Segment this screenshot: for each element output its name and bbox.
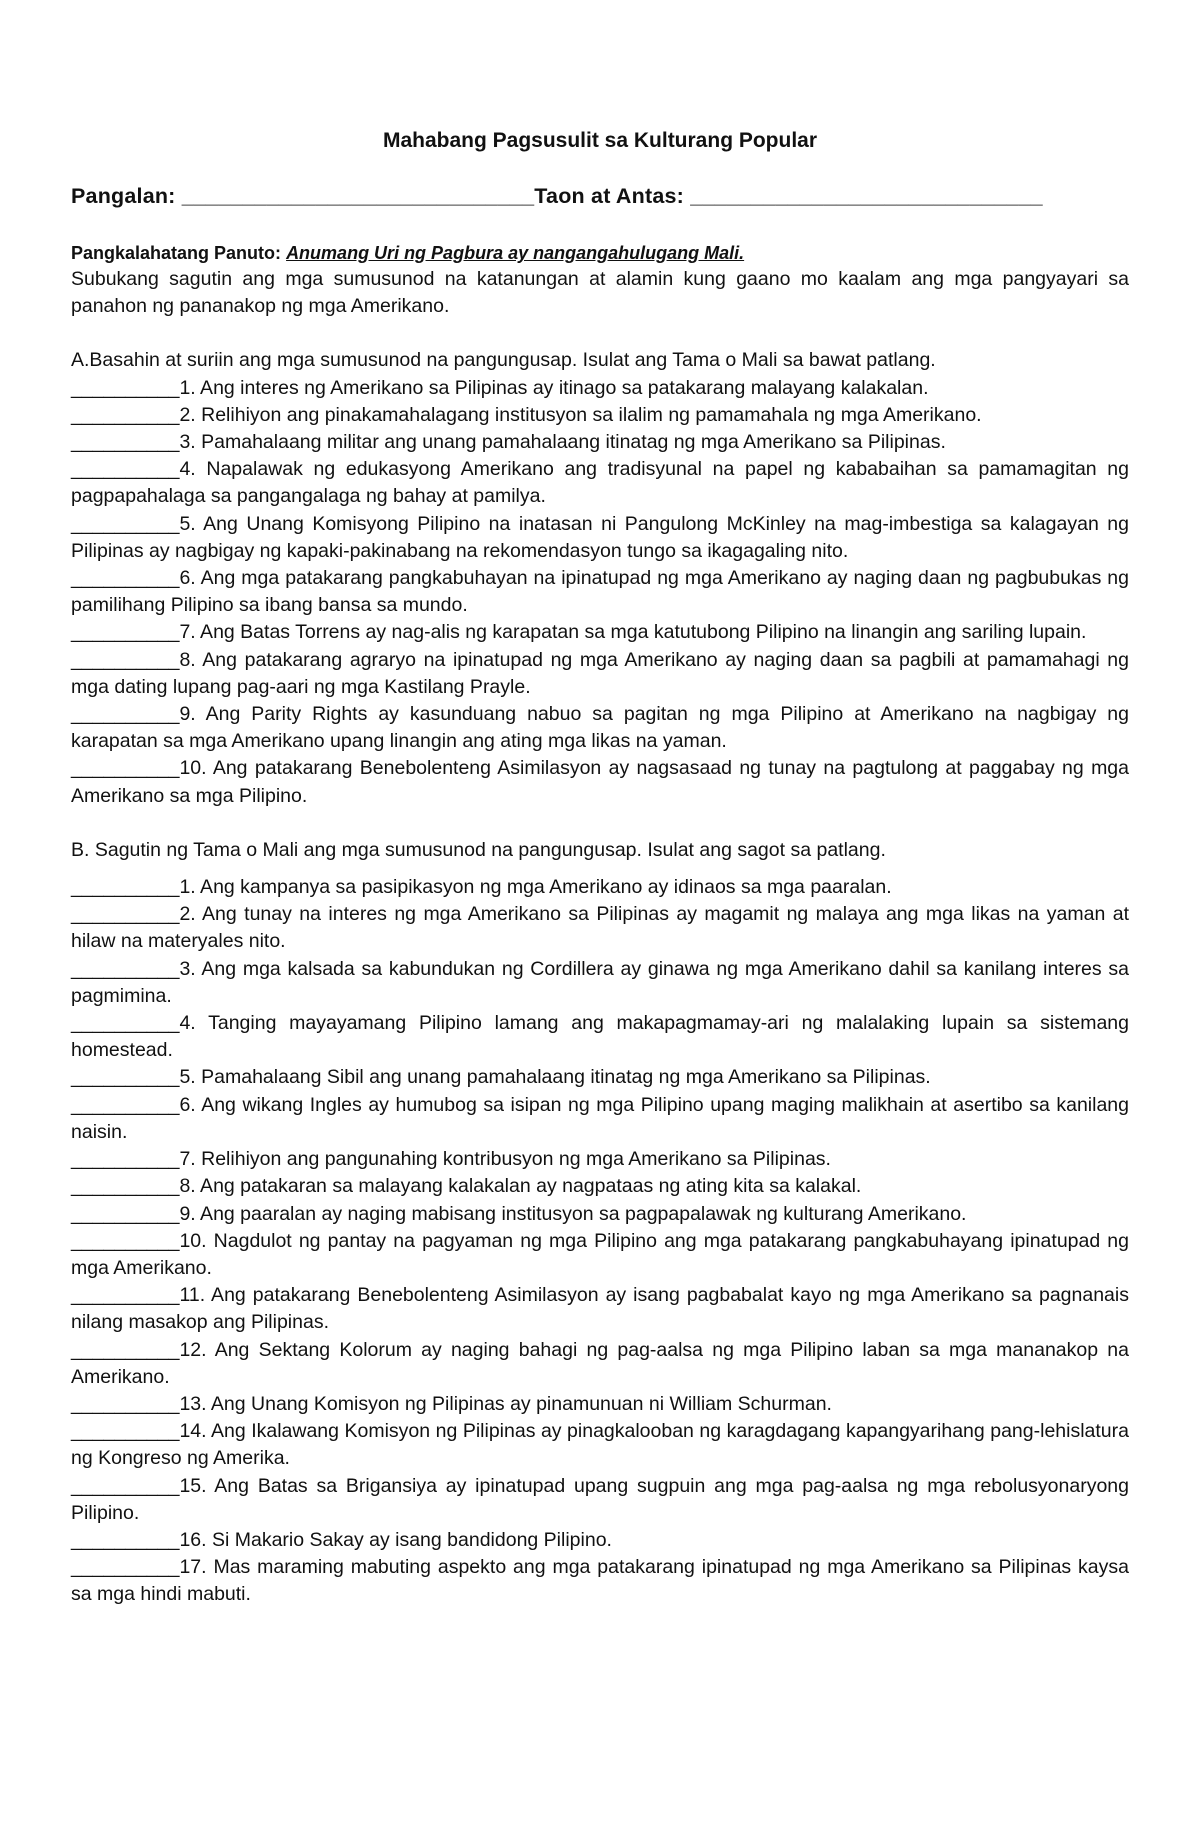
- answer-blank[interactable]: __________: [71, 376, 180, 399]
- question-item: [71, 429, 1129, 456]
- answer-blank[interactable]: __________: [71, 1474, 180, 1497]
- question-item: [71, 1282, 1129, 1336]
- answer-blank[interactable]: __________: [71, 1284, 180, 1307]
- answer-blank[interactable]: __________: [71, 512, 180, 535]
- answer-blank[interactable]: __________: [71, 876, 180, 899]
- question-text: 1. Ang kampanya sa pasipikasyon ng mga Amerikano ay idinaos sa mga paaralan.: [179, 876, 892, 899]
- year-blank[interactable]: _____________________________: [690, 184, 1043, 208]
- exam-page: [71, 128, 1129, 1609]
- question-text: 10. Nagdulot ng pantay na pagyaman ng mga Pilipino ang mga patakarang pangkabuhayang ipinatupad ng mga Amerikano.: [71, 1229, 1129, 1279]
- answer-blank[interactable]: __________: [71, 648, 180, 671]
- question-item: [71, 1173, 1129, 1200]
- answer-blank[interactable]: __________: [71, 621, 180, 644]
- question-item: [71, 1527, 1129, 1554]
- question-item: [71, 701, 1129, 755]
- question-text: 5. Pamahalaang Sibil ang unang pamahalaang itinatag ng mga Amerikano sa Pilipinas.: [179, 1066, 931, 1089]
- section-a-heading: A.Basahin at suriin ang mga sumusunod na pangungusap. Isulat ang Tama o Mali sa bawat patlang.: [71, 349, 936, 372]
- question-text: 16. Si Makario Sakay ay isang bandidong Pilipino.: [179, 1528, 612, 1551]
- answer-blank[interactable]: __________: [71, 1392, 180, 1415]
- question-item: [71, 1418, 1129, 1472]
- section-gap: [71, 864, 1129, 874]
- answer-blank[interactable]: __________: [71, 1528, 180, 1551]
- section-b-list: [71, 874, 1129, 1608]
- answer-blank[interactable]: __________: [71, 1338, 180, 1361]
- answer-blank[interactable]: __________: [71, 757, 180, 780]
- question-item: [71, 1064, 1129, 1091]
- answer-blank[interactable]: __________: [71, 1148, 180, 1171]
- question-item: [71, 1473, 1129, 1527]
- answer-blank[interactable]: __________: [71, 1229, 180, 1252]
- instructions-note: Anumang Uri ng Pagbura ay nangangahulugang Mali.: [286, 243, 745, 263]
- answer-blank[interactable]: __________: [71, 1175, 180, 1198]
- question-text: 15. Ang Batas sa Brigansiya ay ipinatupad upang sugpuin ang mga pag-aalsa ng mga rebolusyonaryong Pilipino.: [71, 1474, 1129, 1524]
- question-item: [71, 1554, 1129, 1608]
- question-text: 9. Ang paaralan ay naging mabisang institusyon sa pagpapalawak ng kulturang Amerikano.: [179, 1202, 967, 1225]
- answer-blank[interactable]: __________: [71, 567, 180, 590]
- answer-blank[interactable]: __________: [71, 458, 180, 481]
- question-text: 6. Ang wikang Ingles ay humubog sa isipan ng mga Pilipino upang maging malikhain at asertibo sa kanilang naisin.: [71, 1093, 1129, 1143]
- question-text: 7. Relihiyon ang pangunahing kontribusyon ng mga Amerikano sa Pilipinas.: [179, 1148, 831, 1171]
- question-text: 3. Pamahalaang militar ang unang pamahalaang itinatag ng mga Amerikano sa Pilipinas.: [179, 431, 946, 454]
- question-text: 4. Napalawak ng edukasyong Amerikano ang tradisyunal na papel ng kababaihan sa pamamagitan ng pagpapahalaga sa pangangalaga ng bahay at pamilya.: [71, 458, 1129, 508]
- section-a-list: [71, 375, 1129, 810]
- question-text: 2. Relihiyon ang pinakamahalagang institusyon sa ilalim ng pamamahala ng mga Amerikano.: [179, 403, 982, 426]
- question-text: 1. Ang interes ng Amerikano sa Pilipinas ay itinago sa patakarang malayang kalakalan.: [179, 376, 929, 399]
- question-item: [71, 755, 1129, 809]
- question-item: [71, 565, 1129, 619]
- question-text: 11. Ang patakarang Benebolenteng Asimilasyon ay isang pagbabalat kayo ng mga Amerikano sa pagnanais nilang masakop ang Pilipinas.: [71, 1284, 1129, 1334]
- question-text: 8. Ang patakarang agraryo na ipinatupad ng mga Amerikano ay naging daan sa pagbili at pamamahagi ng mga dating lupang pag-aari ng mga Kastilang Prayle.: [71, 648, 1129, 698]
- question-text: 10. Ang patakarang Benebolenteng Asimilasyon ay nagsasaad ng tunay na pagtulong at paggabay ng mga Amerikano sa mga Pilipino.: [71, 757, 1129, 807]
- question-item: [71, 456, 1129, 510]
- name-blank[interactable]: _____________________________: [181, 184, 535, 208]
- question-text: 13. Ang Unang Komisyon ng Pilipinas ay pinamunuan ni William Schurman.: [179, 1392, 832, 1415]
- question-item: [71, 1201, 1129, 1228]
- question-item: [71, 1337, 1129, 1391]
- question-item: [71, 1228, 1129, 1282]
- answer-blank[interactable]: __________: [71, 1012, 180, 1035]
- question-item: [71, 1391, 1129, 1418]
- section-b-heading: B. Sagutin ng Tama o Mali ang mga sumusunod na pangungusap. Isulat ang sagot sa patlang.: [71, 838, 886, 861]
- question-item: [71, 1092, 1129, 1146]
- instructions-label: Pangkalahatang Panuto:: [71, 243, 282, 263]
- student-info-fields: [71, 182, 1129, 210]
- answer-blank[interactable]: __________: [71, 1093, 180, 1116]
- question-item: [71, 619, 1129, 646]
- question-item: [71, 647, 1129, 701]
- answer-blank[interactable]: __________: [71, 1202, 180, 1225]
- answer-blank[interactable]: __________: [71, 1556, 180, 1579]
- question-item: [71, 874, 1129, 901]
- question-text: 4. Tanging mayayamang Pilipino lamang ang makapagmamay-ari ng malalaking lupain sa sistemang homestead.: [71, 1012, 1129, 1062]
- question-text: 6. Ang mga patakarang pangkabuhayan na ipinatupad ng mga Amerikano ay naging daan ng pagbubukas ng pamilihang Pilipino sa ibang bansa sa mundo.: [71, 567, 1129, 617]
- question-text: 5. Ang Unang Komisyong Pilipino na inatasan ni Pangulong McKinley na mag-imbestiga sa kalagayan ng Pilipinas ay nagbigay ng kapaki-pakinabang na rekomendasyon tungo sa ikagagaling nito.: [71, 512, 1129, 562]
- answer-blank[interactable]: __________: [71, 403, 180, 426]
- general-instructions: [71, 240, 1129, 266]
- question-text: 17. Mas maraming mabuting aspekto ang mga patakarang ipinatupad ng mga Amerikano sa Pilipinas kaysa sa mga hindi mabuti.: [71, 1556, 1129, 1606]
- question-item: [71, 375, 1129, 402]
- question-text: 9. Ang Parity Rights ay kasunduang nabuo sa pagitan ng mga Pilipino at Amerikano na nagbigay ng karapatan sa mga Amerikano upang linangin ang ating mga likas na yaman.: [71, 703, 1129, 753]
- question-text: 8. Ang patakaran sa malayang kalakalan ay nagpataas ng ating kita sa kalakal.: [179, 1175, 862, 1198]
- question-item: [71, 956, 1129, 1010]
- instructions-text: Subukang sagutin ang mga sumusunod na katanungan at alamin kung gaano mo kaalam ang mga pangyayari sa panahon ng pananakop ng mga Amerikano.: [71, 268, 1129, 318]
- question-text: 3. Ang mga kalsada sa kabundukan ng Cordillera ay ginawa ng mga Amerikano dahil sa kanilang interes sa pagmimina.: [71, 957, 1129, 1007]
- answer-blank[interactable]: __________: [71, 431, 180, 454]
- page-title: Mahabang Pagsusulit sa Kulturang Popular: [382, 129, 818, 152]
- question-item: [71, 511, 1129, 565]
- year-label: Taon at Antas:: [534, 184, 685, 208]
- answer-blank[interactable]: __________: [71, 1420, 180, 1443]
- answer-blank[interactable]: __________: [71, 957, 180, 980]
- name-label: Pangalan:: [71, 184, 176, 208]
- answer-blank[interactable]: __________: [71, 1066, 180, 1089]
- question-text: 14. Ang Ikalawang Komisyon ng Pilipinas ay pinagkalooban ng karagdagang kapangyarihang pang-lehislatura ng Kongreso ng Amerika.: [71, 1420, 1129, 1470]
- question-text: 12. Ang Sektang Kolorum ay naging bahagi ng pag-aalsa ng mga Pilipino laban sa mga mananakop na Amerikano.: [71, 1338, 1129, 1388]
- question-text: 2. Ang tunay na interes ng mga Amerikano sa Pilipinas ay magamit ng malaya ang mga likas na yaman at hilaw na materyales nito.: [71, 903, 1129, 953]
- answer-blank[interactable]: __________: [71, 703, 180, 726]
- question-item: [71, 402, 1129, 429]
- question-item: [71, 1146, 1129, 1173]
- answer-blank[interactable]: __________: [71, 903, 180, 926]
- question-text: 7. Ang Batas Torrens ay nag-alis ng karapatan sa mga katutubong Pilipino na linangin ang sariling lupain.: [179, 621, 1087, 644]
- question-item: [71, 901, 1129, 955]
- question-item: [71, 1010, 1129, 1064]
